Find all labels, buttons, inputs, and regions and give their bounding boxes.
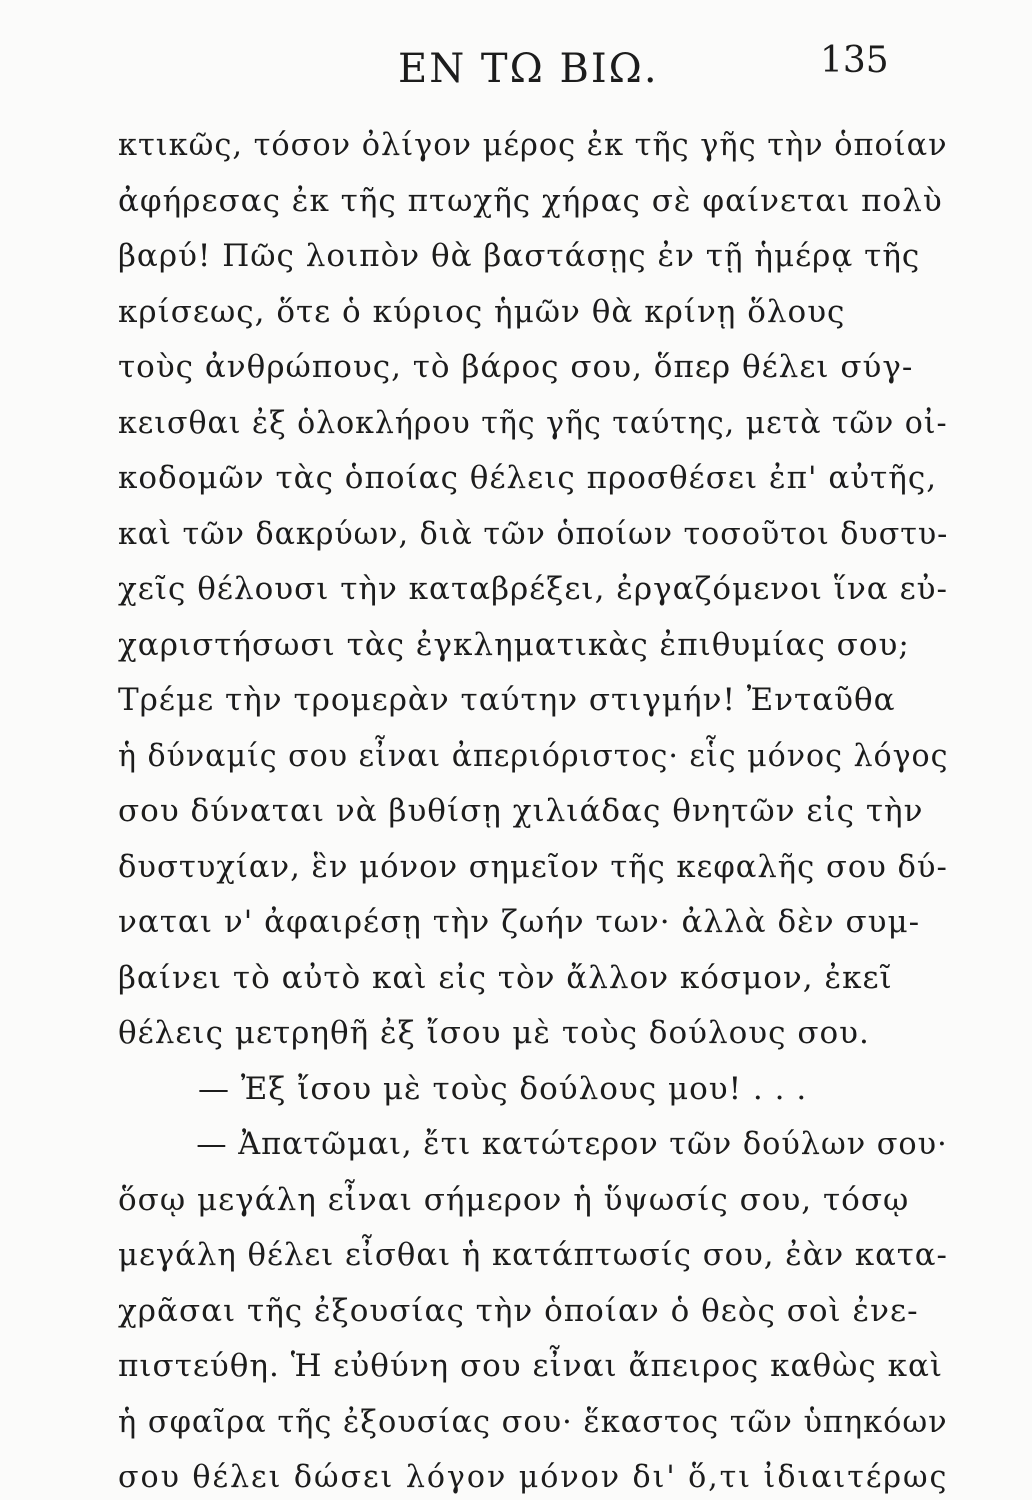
running-title: ΕΝ ΤΩ ΒΙΩ. xyxy=(398,46,659,92)
text-line: θέλεις μετρηθῆ ἐξ ἴσου μὲ τοὺς δούλους σου. xyxy=(118,1015,870,1051)
text-line: χεῖς θέλουσι τὴν καταβρέξει, ἐργαζόμενοι ἵνα εὐ- xyxy=(118,571,948,607)
text-line: ναται ν' ἀφαιρέσῃ τὴν ζωήν των· ἀλλὰ δὲν συμ- xyxy=(118,904,921,940)
page-number: 135 xyxy=(820,40,889,81)
text-line: Τρέμε τὴν τρομερὰν ταύτην στιγμήν! Ἐνταῦθα xyxy=(118,682,896,718)
text-line: τοὺς ἀνθρώπους, τὸ βάρος σου, ὅπερ θέλει σύγ- xyxy=(118,349,914,385)
text-line: δυστυχίαν, ἓν μόνον σημεῖον τῆς κεφαλῆς σου δύ- xyxy=(118,848,948,885)
text-line: μεγάλη θέλει εἶσθαι ἡ κατάπτωσίς σου, ἐὰν κατα- xyxy=(118,1237,948,1273)
text-line: καὶ τῶν δακρύων, διὰ τῶν ὁποίων τοσοῦτοι δυστυ- xyxy=(118,515,949,552)
text-line: πιστεύθη. Ἡ εὐθύνη σου εἶναι ἄπειρος καθὼς καὶ xyxy=(118,1348,944,1384)
text-line: κτικῶς, τόσον ὀλίγον μέρος ἐκ τῆς γῆς τὴν ὁποίαν xyxy=(118,127,948,163)
body-text xyxy=(118,118,948,1506)
text-line: ἀφήρεσας ἐκ τῆς πτωχῆς χήρας σὲ φαίνεται πολὺ xyxy=(118,182,943,219)
text-line: χαριστήσωσι τὰς ἐγκληματικὰς ἐπιθυμίας σου; xyxy=(118,626,910,663)
text-line: σου θέλει δώσει λόγον μόνον δι' ὅ,τι ἰδιαιτέρως xyxy=(118,1459,949,1495)
text-line: βαίνει τὸ αὐτὸ καὶ εἰς τὸν ἄλλον κόσμον, ἐκεῖ xyxy=(118,959,893,996)
text-line: κρίσεως, ὅτε ὁ κύριος ἡμῶν θὰ κρίνῃ ὅλους xyxy=(118,293,846,330)
text-line: κοδομῶν τὰς ὁποίας θέλεις προσθέσει ἐπ' αὐτῆς, xyxy=(118,460,938,496)
dialogue-line: — Ἀπατῶμαι, ἔτι κατώτερον τῶν δούλων σου· xyxy=(196,1126,948,1162)
text-line: ὅσῳ μεγάλη εἶναι σήμερον ἡ ὕψωσίς σου, τόσῳ xyxy=(118,1181,910,1218)
dialogue-line: — Ἐξ ἴσου μὲ τοὺς δούλους μου! . . . xyxy=(198,1070,808,1107)
text-line: κεισθαι ἐξ ὁλοκλήρου τῆς γῆς ταύτης, μετὰ τῶν οἰ- xyxy=(118,404,948,441)
text-line: βαρύ! Πῶς λοιπὸν θὰ βαστάσῃς ἐν τῇ ἡμέρᾳ τῆς xyxy=(118,238,921,274)
running-header xyxy=(0,38,1032,98)
text-line: ἡ δύναμίς σου εἶναι ἀπεριόριστος· εἷς μόνος λόγος xyxy=(118,737,949,774)
text-line: χρᾶσαι τῆς ἐξουσίας τὴν ὁποίαν ὁ θεὸς σοὶ ἐνε- xyxy=(118,1292,919,1329)
text-line: ἡ σφαῖρα τῆς ἐξουσίας σου· ἕκαστος τῶν ὑπηκόων xyxy=(118,1403,948,1440)
text-line: σου δύναται νὰ βυθίσῃ χιλιάδας θνητῶν εἰς τὴν xyxy=(118,793,924,829)
